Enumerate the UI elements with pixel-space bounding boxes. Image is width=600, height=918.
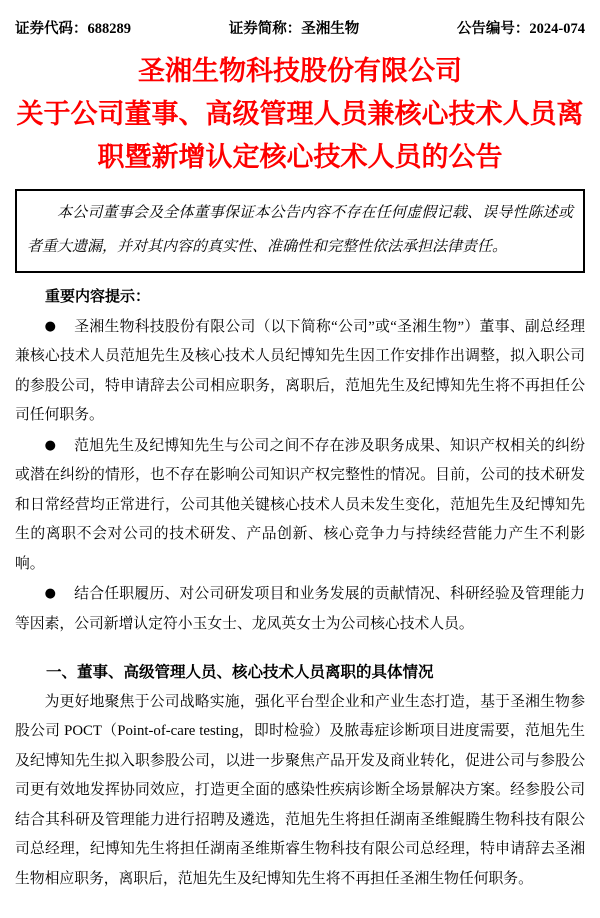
board-declaration-text: 本公司董事会及全体董事保证本公告内容不存在任何虚假记载、误导性陈述或者重大遗漏，并对其内容的真实性、准确性和完整性依法承担法律责任。 [27,205,573,255]
stock-code: 证券代码：688289 [15,21,131,37]
notice-bullet-1 [15,312,585,431]
title-line-2: 关于公司董事、高级管理人员兼核心技术人员离 [16,99,584,129]
notice-bullet-2-text: 范旭先生及纪博知先生与公司之间不存在涉及职务成果、知识产权相关的纠纷或潜在纠纷的情形，也不存在影响公司知识产权完整性的情况。目前，公司的技术研发和日常经营均正常进行，公司其他关键核心技术人员未发生变化，范旭先生及纪博知先生的离职不会对公司的技术研发、产品创新、核心竞争力与持续经营能力产生不利影响。 [15,437,585,572]
bullet-icon: ● [44,318,56,334]
title-line-3: 职暨新增认定核心技术人员的公告 [97,142,503,172]
notice-bullet-1-text: 圣湘生物科技股份有限公司（以下简称“公司”或“圣湘生物”）董事、副总经理兼核心技术人员范旭先生及核心技术人员纪博知先生因工作安排作出调整，拟入职公司的参股公司，特申请辞去公司相应职务，离职后，范旭先生及纪博知先生将不再担任公司任何职务。 [15,318,585,423]
notice-bullet-3-text: 结合任职履历、对公司研发项目和业务发展的贡献情况、科研经验及管理能力等因素，公司新增认定符小玉女士、龙凤英女士为公司核心技术人员。 [15,586,585,632]
stock-short-name: 证券简称：圣湘生物 [228,21,360,37]
notice-bullet-3 [15,579,585,639]
bullet-icon: ● [44,437,56,453]
section-1-heading: 一、董事、高级管理人员、核心技术人员离职的具体情况 [46,664,434,681]
board-declaration-box [15,189,585,273]
bullet-icon: ● [44,586,56,601]
important-notice-heading: 重要内容提示： [45,288,151,305]
announcement-title [15,50,585,179]
notice-bullet-2 [15,431,585,580]
document-header [15,18,585,40]
title-line-1: 圣湘生物科技股份有限公司 [138,56,462,86]
section-1-paragraph: 为更好地聚焦于公司战略实施，强化平台型企业和产业生态打造，基于圣湘生物参股公司 POCT（Point-of-care testing，即时检验）及脓毒症诊断项目进度需要，范旭先生及纪博知先生拟入职参股公司，以进一步聚焦产品开发及商业转化，促进公司与参股公司更有效地发挥协同效应，打造更全面的感染性疾病诊断全场景解决方案。经参股公司结合其科研及管理能力进行招聘及遴选，范旭先生将担任湖南圣维鲲腾生物科技有限公司总经理，纪博知先生将担任湖南圣维斯睿生物科技有限公司总经理，特申请辞去圣湘生物相应职务，离职后，范旭先生及纪博知先生将不再担任圣湘生物任何职务。 [15,693,585,887]
announcement-number: 公告编号：2024-074 [456,21,585,37]
